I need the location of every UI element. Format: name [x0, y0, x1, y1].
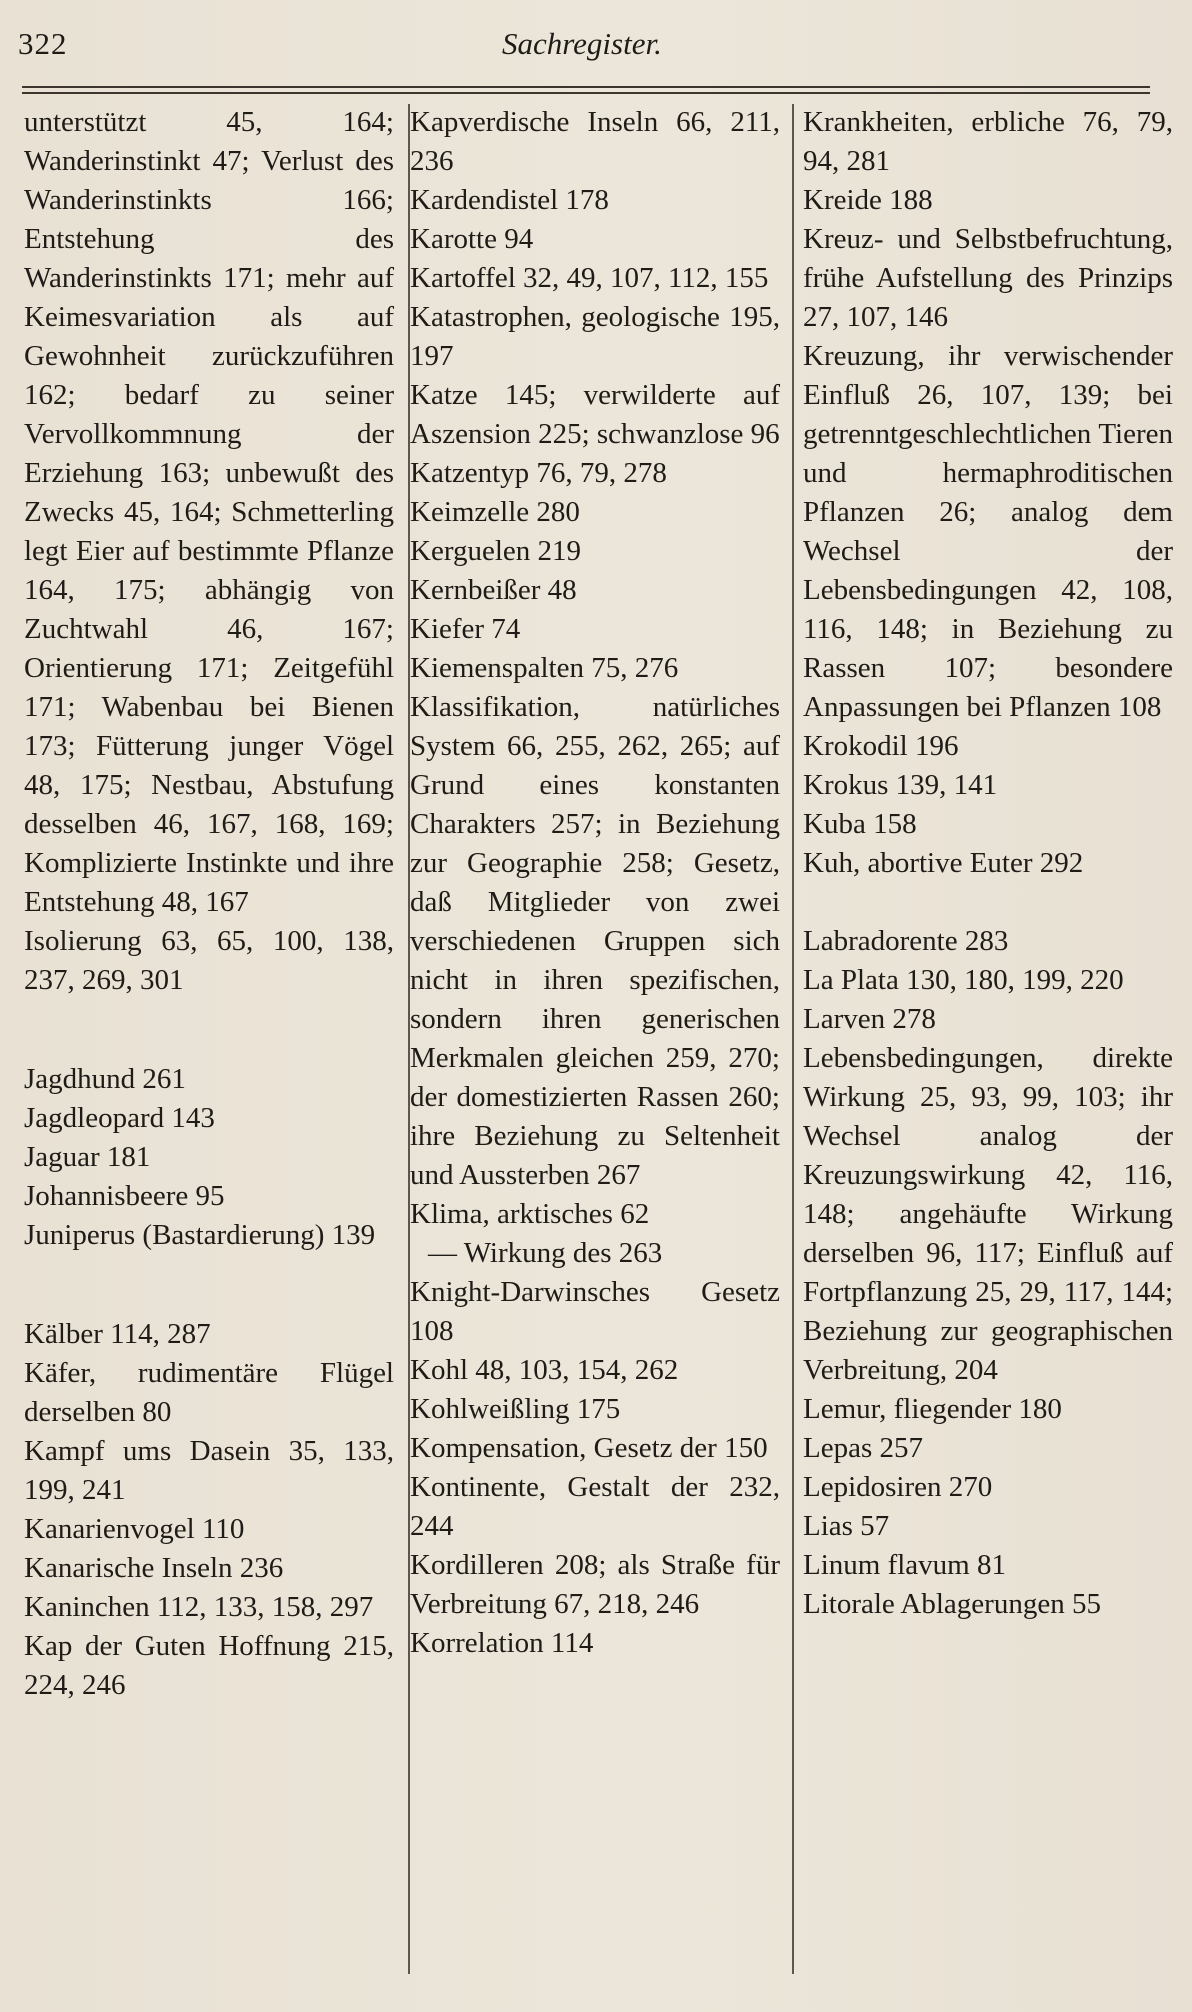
running-title: Sachregister.	[502, 26, 662, 61]
index-entry-larven: Larven 278	[803, 1003, 936, 1035]
index-entry-litorale-ablagerungen: Litorale Ablagerungen 55	[803, 1588, 1101, 1620]
page-number: 322	[18, 26, 68, 61]
index-entry-lepidosiren: Lepidosiren 270	[803, 1471, 993, 1503]
index-entry-katzentyp: Katzentyp 76, 79, 278	[410, 457, 667, 489]
index-entry-kaelber: Kälber 114, 287	[24, 1318, 211, 1350]
index-entry-krankheiten: Krankheiten, erbliche 76, 79, 94, 281	[803, 106, 1173, 177]
index-entry-kreuzung: Kreuzung, ihr verwischender Einfluß 26, 107, 139; bei getrenntgeschlechtlichen Tieren und hermaphroditischen Pflanzen 26; analog dem Wechsel der Lebensbedingungen 42, 108, 116, 148; in Beziehung zu Rassen 107; besondere Anpassungen bei Pflanzen 108	[803, 340, 1173, 723]
index-entry-kampf: Kampf ums Dasein 35, 133, 199, 241	[24, 1435, 394, 1506]
index-entry-kerguelen: Kerguelen 219	[410, 535, 581, 567]
index-column-3	[803, 103, 1173, 1983]
index-column-2	[410, 103, 780, 1983]
index-entry-kiemenspalten: Kiemenspalten 75, 276	[410, 652, 679, 684]
index-entry-kap: Kap der Guten Hoffnung 215, 224, 246	[24, 1630, 394, 1701]
index-entry-jagdhund: Jagdhund 261	[24, 1063, 186, 1095]
index-entry-kreide: Kreide 188	[803, 184, 933, 216]
index-entry-kompensation: Kompensation, Gesetz der 150	[410, 1432, 768, 1464]
index-entry-kapverdische-inseln: Kapverdische Inseln 66, 211, 236	[410, 106, 780, 177]
index-entry-lemur: Lemur, fliegender 180	[803, 1393, 1062, 1425]
index-entry-kreuz-selbstbefruchtung: Kreuz- und Selbstbefruchtung, frühe Aufstellung des Prinzips 27, 107, 146	[803, 223, 1173, 333]
index-entry-kanarienvogel: Kanarienvogel 110	[24, 1513, 245, 1545]
index-entry-labradorente: Labradorente 283	[803, 925, 1009, 957]
index-entry-krokus: Krokus 139, 141	[803, 769, 998, 801]
index-entry-kohlweissling: Kohlweißling 175	[410, 1393, 621, 1425]
index-column-1	[24, 103, 394, 1983]
index-entry-kiefer: Kiefer 74	[410, 613, 521, 645]
index-entry-jagdleopard: Jagdleopard 143	[24, 1102, 215, 1134]
index-entry-keimzelle: Keimzelle 280	[410, 496, 580, 528]
index-entry-karotte: Karotte 94	[410, 223, 534, 255]
index-entry-klima: Klima, arktisches 62	[410, 1198, 650, 1230]
index-entry-kaninchen: Kaninchen 112, 133, 158, 297	[24, 1591, 374, 1623]
index-entry-kardendistel: Kardendistel 178	[410, 184, 609, 216]
index-entry-isolierung: Isolierung 63, 65, 100, 138, 237, 269, 301	[24, 925, 394, 996]
index-entry-juniperus: Juniperus (Bastardierung) 139	[24, 1219, 376, 1251]
index-entry-kanarische-inseln: Kanarische Inseln 236	[24, 1552, 284, 1584]
index-entry-korrelation: Korrelation 114	[410, 1627, 594, 1659]
index-entry-kontinente: Kontinente, Gestalt der 232, 244	[410, 1471, 780, 1542]
header-rule-bottom	[22, 92, 1150, 94]
index-entry-knight-darwin: Knight-Darwinsches Gesetz 108	[410, 1276, 780, 1347]
index-entry-jaguar: Jaguar 181	[24, 1141, 151, 1173]
index-entry-linum-flavum: Linum flavum 81	[803, 1549, 1006, 1581]
index-entry-lias: Lias 57	[803, 1510, 890, 1542]
index-entry-katze: Katze 145; verwilderte auf Aszension 225; schwanzlose 96	[410, 379, 780, 450]
index-entry-klima-wirkung: — Wirkung des 263	[428, 1237, 663, 1269]
letter-section-gap	[24, 1000, 394, 1060]
index-entry-la-plata: La Plata 130, 180, 199, 220	[803, 964, 1124, 996]
index-entry-kuh: Kuh, abortive Euter 292	[803, 847, 1084, 879]
index-entry-krokodil: Krokodil 196	[803, 730, 959, 762]
index-entry-kernbeisser: Kernbeißer 48	[410, 574, 577, 606]
index-entry-klassifikation: Klassifikation, natürliches System 66, 255, 262, 265; auf Grund eines konstanten Charakters 257; in Beziehung zur Geographie 258; Gesetz, daß Mitglieder von zwei verschiedenen Gruppen sich nicht in ihren spezifischen, sondern ihren generischen Merkmalen gleichen 259, 270; der domestizierten Rassen 260; ihre Beziehung zu Seltenheit und Aussterben 267	[410, 691, 780, 1191]
column-divider-right	[792, 104, 794, 1974]
index-entry-kaefer: Käfer, rudimentäre Flügel derselben 80	[24, 1357, 394, 1428]
index-entry-kartoffel: Kartoffel 32, 49, 107, 112, 155	[410, 262, 769, 294]
letter-section-gap	[803, 883, 1173, 922]
index-entry-kuba: Kuba 158	[803, 808, 917, 840]
index-entry-lebensbedingungen: Lebensbedingungen, direkte Wirkung 25, 93, 99, 103; ihr Wechsel analog der Kreuzungswirkung 42, 116, 148; angehäufte Wirkung derselben 96, 117; Einfluß auf Fortpflanzung 25, 29, 117, 144; Beziehung zur geographischen Verbreitung, 204	[803, 1042, 1173, 1386]
header-rule-top	[22, 86, 1150, 88]
index-entry-instinkt-continued: unterstützt 45, 164; Wanderinstinkt 47; Verlust des Wanderinstinkts 166; Entstehung des Wanderinstinkts 171; mehr auf Keimesvariation als auf Gewohnheit zurückzuführen 162; bedarf zu seiner Vervollkommnung der Erziehung 163; unbewußt des Zwecks 45, 164; Schmetterling legt Eier auf bestimmte Pflanze 164, 175; abhängig von Zuchtwahl 46, 167; Orientierung 171; Zeitgefühl 171; Wabenbau bei Bienen 173; Fütterung junger Vögel 48, 175; Nestbau, Abstufung desselben 46, 167, 168, 169; Komplizierte Instinkte und ihre Entstehung 48, 167	[24, 106, 394, 918]
letter-section-gap	[24, 1255, 394, 1315]
index-entry-kohl: Kohl 48, 103, 154, 262	[410, 1354, 679, 1386]
index-entry-kordilleren: Kordilleren 208; als Straße für Verbreitung 67, 218, 246	[410, 1549, 780, 1620]
index-entry-lepas: Lepas 257	[803, 1432, 923, 1464]
page-header	[18, 26, 1148, 66]
index-entry-johannisbeere: Johannisbeere 95	[24, 1180, 225, 1212]
index-entry-katastrophen: Katastrophen, geologische 195, 197	[410, 301, 780, 372]
